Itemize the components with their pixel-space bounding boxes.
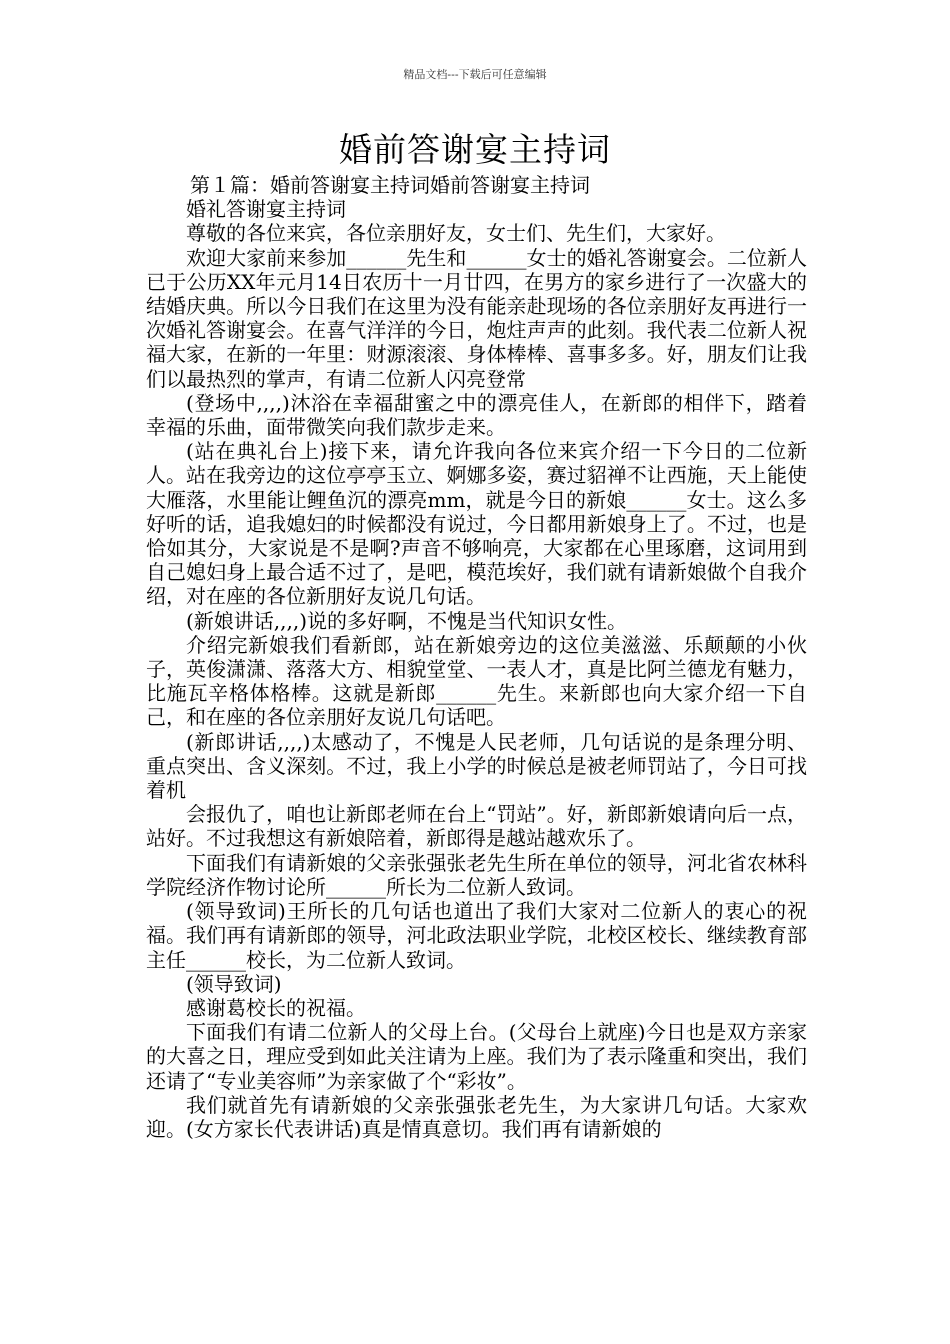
paragraph: 下面我们有请新娘的父亲张强张老先生所在单位的领导，河北省农林科学院经济作物讨论所______所长为二位新人致词。	[146, 850, 807, 899]
document-body	[146, 173, 807, 1141]
paragraph: 会报仇了，咱也让新郎老师在台上“罚站”。好，新郎新娘请向后一点，站好。不过我想这有新娘陪着，新郎得是越站越欢乐了。	[146, 802, 807, 851]
paragraph: 介绍完新娘我们看新郎，站在新娘旁边的这位美滋滋、乐颠颠的小伙子，英俊潇潇、落落大方、相貌堂堂、一表人才，真是比阿兰德龙有魅力，比施瓦辛格体格棒。这就是新郎______先生。来新郎也向大家介绍一下自己，和在座的各位亲朋好友说几句话吧。	[146, 632, 807, 730]
paragraph: (领导致词)	[186, 971, 282, 996]
paragraph: (站在典礼台上)接下来，请允许我向各位来宾介绍一下今日的二位新人。站在我旁边的这位亭亭玉立、婀娜多姿，赛过貂禅不让西施，天上能使大雁落，水里能让鲤鱼沉的漂亮mm，就是今日的新娘______女士。这么多好听的话，追我媳妇的时候都没有说过，今日都用新娘身上了。不过，也是恰如其分，大家说是不是啊?声音不够响亮，大家都在心里琢磨，这词用到自己媳妇身上最合适不过了，是吧，模范埃好，我们就有请新娘做个自我介绍，对在座的各位新朋好友说几句话。	[146, 439, 807, 609]
paragraph: (新郎讲话,,,,)太感动了，不愧是人民老师，几句话说的是条理分明、重点突出、含义深刻。不过，我上小学的时候总是被老师罚站了，今日可找着机	[146, 729, 807, 803]
paragraph: 下面我们有请二位新人的父母上台。(父母台上就座)今日也是双方亲家的大喜之日，理应受到如此关注请为上座。我们为了表示隆重和突出，我们还请了“专业美容师”为亲家做了个“彩妆”。	[146, 1020, 807, 1093]
paragraph: (领导致词)王所长的几句话也道出了我们大家对二位新人的衷心的祝福。我们再有请新郎的领导，河北政法职业学院，北校区校长、继续教育部主任______校长，为二位新人致词。	[146, 899, 807, 972]
page-header-note: 精品文档---下载后可任意编辑	[403, 68, 547, 81]
paragraph: 婚礼答谢宴主持词	[186, 197, 346, 222]
paragraph: 尊敬的各位来宾，各位亲朋好友，女士们、先生们，大家好。	[186, 221, 726, 246]
section-heading: 第１篇：婚前答谢宴主持词婚前答谢宴主持词	[190, 173, 590, 197]
paragraph: (登场中,,,,)沐浴在幸福甜蜜之中的漂亮佳人，在新郎的相伴下，踏着幸福的乐曲，面带微笑向我们款步走来。	[146, 390, 807, 440]
paragraph: 感谢葛校长的祝福。	[186, 995, 366, 1020]
paragraph: (新娘讲话,,,,)说的多好啊，不愧是当代知识女性。	[186, 608, 628, 633]
paragraph: 我们就首先有请新娘的父亲张强张老先生，为大家讲几句话。大家欢迎。(女方家长代表讲话)真是情真意切。我们再有请新娘的	[146, 1092, 807, 1141]
document-title: 婚前答谢宴主持词	[339, 130, 611, 169]
paragraph: 欢迎大家前来参加______先生和______女士的婚礼答谢宴会。二位新人已于公历XX年元月14日农历十一月廿四，在男方的家乡进行了一次盛大的结婚庆典。所以今日我们在这里为没有能亲赴现场的各位亲朋好友再进行一次婚礼答谢宴会。在喜气洋洋的今日，炮炷声声的此刻。我代表二位新人祝福大家，在新的一年里：财源滚滚、身体棒棒、喜事多多。好，朋友们让我们以最热烈的掌声，有请二位新人闪亮登常	[146, 245, 807, 391]
